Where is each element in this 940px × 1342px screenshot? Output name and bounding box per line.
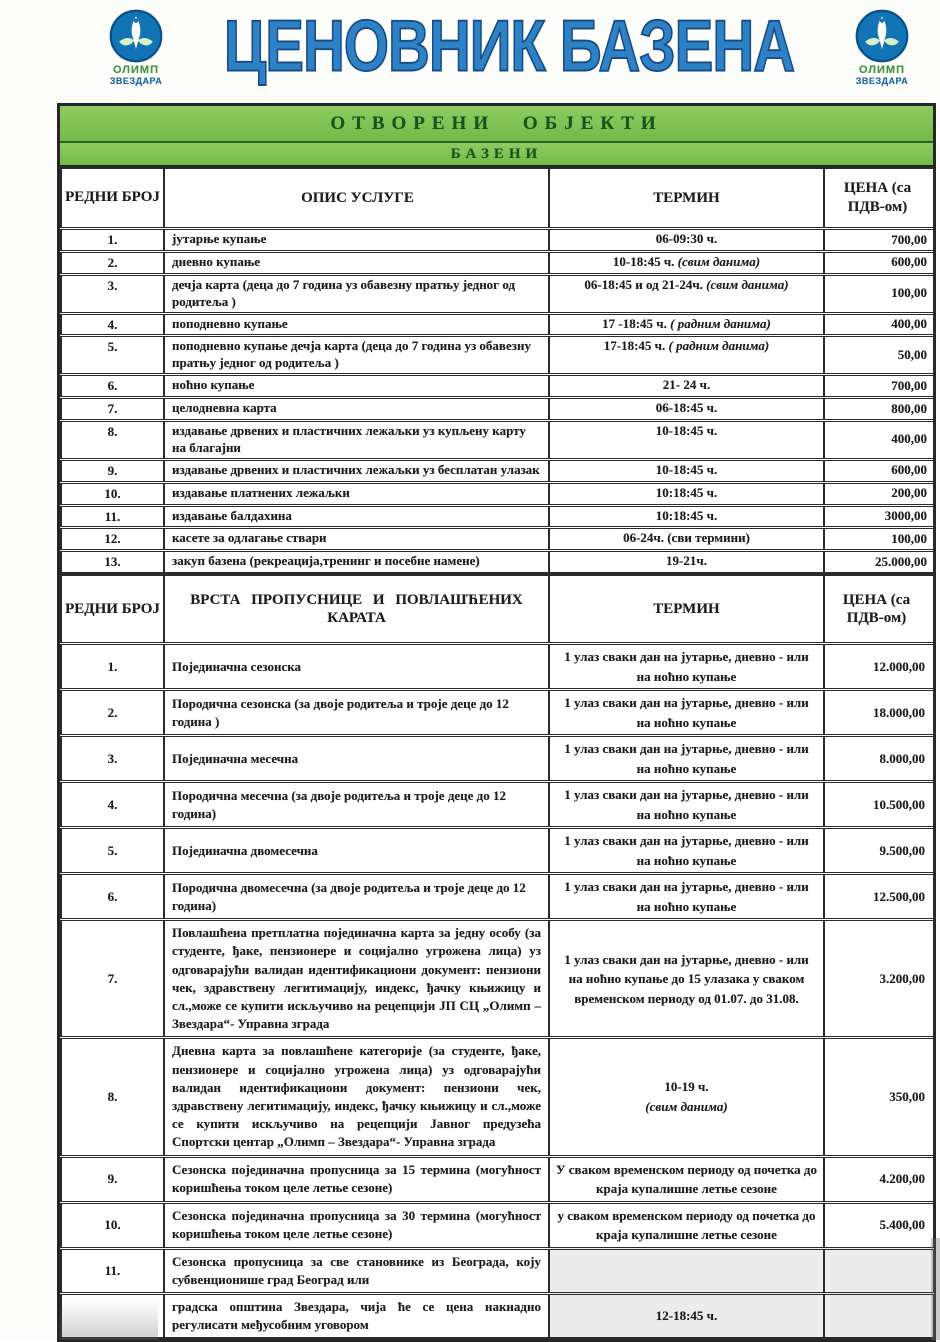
logo-text-zvezdara: ЗВЕЗДАРА <box>109 75 163 86</box>
row-description: ноћно купање <box>164 375 549 398</box>
row-termin: 1 улаз сваки дан на јутарње, дневно - или на ноћно купање <box>549 782 824 828</box>
row-number: 9. <box>61 1156 164 1202</box>
passes-table-body <box>61 644 934 1339</box>
row-termin: 10:18:45 ч. <box>549 505 824 528</box>
row-price <box>824 1248 934 1293</box>
row-number: 12. <box>61 528 164 551</box>
table-row <box>61 251 934 274</box>
row-price: 350,00 <box>824 1038 934 1156</box>
col-header-ordinal: РЕДНИ БРОЈ <box>61 575 164 644</box>
row-price: 200,00 <box>824 482 934 505</box>
row-number: 1. <box>61 229 164 252</box>
row-price: 400,00 <box>824 421 934 460</box>
row-price: 9.500,00 <box>824 828 934 874</box>
row-termin: 10:18:45 ч. <box>549 482 824 505</box>
row-number: 6. <box>61 874 164 920</box>
olimp-logo-left <box>88 8 184 86</box>
row-number: 8. <box>61 421 164 460</box>
row-description: поподневно купање дечја карта (деца до 7 година уз обавезну пратњу једног од родитеља ) <box>164 336 549 375</box>
row-termin: у сваком временском периоду од почетка до краја купалишне летње сезоне <box>549 1202 824 1248</box>
row-termin: 17 -18:45 ч. ( радним данима) <box>549 313 824 336</box>
row-number: 3. <box>61 736 164 782</box>
table-row <box>61 459 934 482</box>
header-row <box>61 575 934 644</box>
row-description: Породична сезонска (за двоје родитеља и троје деце до 12 година ) <box>164 690 549 736</box>
row-price: 100,00 <box>824 528 934 551</box>
table-row <box>61 782 934 828</box>
row-description: издавање дрвених и пластичних лежаљки уз купљену карту на благајни <box>164 421 549 460</box>
row-description: Сезонска пропусница за све становнике из Београда, коју субвенционише град Београд или <box>164 1248 549 1293</box>
row-description: Сезонска појединачна пропусница за 30 термина (могућност коришћења током целе летње сезоне) <box>164 1202 549 1248</box>
row-description: поподневно купање <box>164 313 549 336</box>
row-description: Породична месечна (за двоје родитеља и троје деце до 12 година) <box>164 782 549 828</box>
row-number: 5. <box>61 336 164 375</box>
row-termin: 1 улаз сваки дан на јутарње, дневно - или на ноћно купање <box>549 644 824 690</box>
termin-note: (свим данима) <box>645 1098 728 1114</box>
termin-note: (свим данима) <box>674 253 761 269</box>
services-price-table <box>60 167 935 574</box>
col-header-description: ОПИС УСЛУГЕ <box>164 168 549 229</box>
olimp-logo-right <box>834 8 930 86</box>
row-description: дечја карта (деца до 7 година уз обавезну пратњу једног од родитеља ) <box>164 274 549 313</box>
row-termin: 12-18:45 ч. <box>549 1293 824 1338</box>
col-header-termin: ТЕРМИН <box>549 575 824 644</box>
row-description: Сезонска појединачна пропусница за 15 термина (могућност коришћења током целе летње сезоне) <box>164 1156 549 1202</box>
row-termin: У сваком временском периоду од почетка до краја купалишне летње сезоне <box>549 1156 824 1202</box>
row-termin: 21- 24 ч. <box>549 375 824 398</box>
services-table-body <box>61 229 934 574</box>
passes-price-table <box>60 574 935 1339</box>
table-row <box>61 828 934 874</box>
row-termin: 06-09:30 ч. <box>549 229 824 252</box>
row-price: 10.500,00 <box>824 782 934 828</box>
table-row <box>61 736 934 782</box>
table-row <box>61 644 934 690</box>
table-row <box>61 229 934 252</box>
row-price: 400,00 <box>824 313 934 336</box>
row-termin: 10-18:45 ч. <box>549 459 824 482</box>
row-termin: 1 улаз сваки дан на јутарње, дневно - или на ноћно купање до 15 улазака у сваком временском периоду од 01.07. до 31.08. <box>549 920 824 1038</box>
logo-text-olimp: ОЛИМП <box>859 64 905 76</box>
row-termin: 17-18:45 ч. ( радним данима) <box>549 336 824 375</box>
row-price: 12.000,00 <box>824 644 934 690</box>
passes-table-header <box>61 575 934 644</box>
row-price: 25.000,00 <box>824 551 934 573</box>
row-price: 3.200,00 <box>824 920 934 1038</box>
logo-text-olimp: ОЛИМП <box>113 64 159 76</box>
row-termin: 1 улаз сваки дан на јутарње, дневно - или на ноћно купање <box>549 874 824 920</box>
row-description: издавање дрвених и пластичних лежаљки уз бесплатан улазак <box>164 459 549 482</box>
row-description: целодневна карта <box>164 398 549 421</box>
table-row <box>61 1038 934 1156</box>
row-number: 2. <box>61 251 164 274</box>
termin-note: ( радним данима) <box>666 315 771 331</box>
row-description: касете за одлагање ствари <box>164 528 549 551</box>
row-number: 2. <box>61 690 164 736</box>
row-number: 9. <box>61 459 164 482</box>
col-header-ordinal: РЕДНИ БРОЈ <box>61 168 164 229</box>
row-price: 50,00 <box>824 336 934 375</box>
row-description: дневно купање <box>164 251 549 274</box>
row-price: 800,00 <box>824 398 934 421</box>
row-price: 100,00 <box>824 274 934 313</box>
row-price: 8.000,00 <box>824 736 934 782</box>
row-price: 18.000,00 <box>824 690 934 736</box>
services-table-header <box>61 168 934 229</box>
olimp-zvezdara-logo-icon <box>854 8 910 64</box>
row-number: 11. <box>61 505 164 528</box>
row-number: 6. <box>61 375 164 398</box>
row-number: 7. <box>61 398 164 421</box>
row-termin: 10-18:45 ч. (свим данима) <box>549 251 824 274</box>
table-row <box>61 274 934 313</box>
row-termin: 10-19 ч. (свим данима) <box>549 1038 824 1156</box>
section-bar-pools: БАЗЕНИ <box>60 143 933 167</box>
table-row <box>61 482 934 505</box>
table-row <box>61 551 934 573</box>
row-description: градска општина Звездара, чија ће се цена накнадно регулисати међусобним уговором <box>164 1293 549 1338</box>
row-termin: 10-18:45 ч. <box>549 421 824 460</box>
table-row <box>61 874 934 920</box>
page-title: ЦЕНОВНИК БАЗЕНА <box>223 5 795 87</box>
header-row <box>61 168 934 229</box>
col-header-price: ЦЕНА (са ПДВ-ом) <box>824 575 934 644</box>
row-price: 3000,00 <box>824 505 934 528</box>
logo-text-zvezdara: ЗВЕЗДАРА <box>855 75 909 86</box>
row-termin: 06-18:45 и од 21-24ч. (свим данима) <box>549 274 824 313</box>
table-row <box>61 336 934 375</box>
row-description: издавање платнених лежаљки <box>164 482 549 505</box>
table-row <box>61 1156 934 1202</box>
row-price: 700,00 <box>824 229 934 252</box>
row-description: Појединачна сезонска <box>164 644 549 690</box>
row-description: закуп базена (рекреација,тренинг и посебне намене) <box>164 551 549 573</box>
row-termin: 06-24ч. (сви термини) <box>549 528 824 551</box>
row-price <box>824 1293 934 1338</box>
row-termin: 1 улаз сваки дан на јутарње, дневно - или на ноћно купање <box>549 736 824 782</box>
row-price: 5.400,00 <box>824 1202 934 1248</box>
table-row <box>61 528 934 551</box>
row-number: 5. <box>61 828 164 874</box>
row-number: 4. <box>61 313 164 336</box>
table-row <box>61 690 934 736</box>
row-number: 7. <box>61 920 164 1038</box>
row-number: 8. <box>61 1038 164 1156</box>
row-number: 1. <box>61 644 164 690</box>
table-row <box>61 375 934 398</box>
row-number: 11. <box>61 1248 164 1293</box>
row-termin: 06-18:45 ч. <box>549 398 824 421</box>
table-row <box>61 313 934 336</box>
row-description: јутарње купање <box>164 229 549 252</box>
row-termin: 1 улаз сваки дан на јутарње, дневно - или на ноћно купање <box>549 690 824 736</box>
row-number: 10. <box>61 1202 164 1248</box>
row-description: Појединачна месечна <box>164 736 549 782</box>
table-row <box>61 1248 934 1293</box>
termin-note: (свим данима) <box>702 276 789 292</box>
row-description: Дневна карта за повлашћене категорије (за студенте, ђаке, пензионере и социјално угрожена лица) уз одговарајући валидан идентификациони документ: пензиони чек, здравствену легитимацију, индекс, ђачку књижицу и сл.,може се купити искључиво на рецепцији Јавног предузећа Спортски центар „Олимп – Звездара“- Управна зграда <box>164 1038 549 1156</box>
price-table-container <box>57 103 936 1342</box>
table-row <box>61 398 934 421</box>
col-header-price: ЦЕНА (са ПДВ-ом) <box>824 168 934 229</box>
row-number: 3. <box>61 274 164 313</box>
olimp-zvezdara-logo-icon <box>108 8 164 64</box>
table-row <box>61 421 934 460</box>
row-number <box>61 1293 164 1338</box>
row-number: 13. <box>61 551 164 573</box>
col-header-pass-type: ВРСТА ПРОПУСНИЦЕ И ПОВЛАШЋЕНИХ КАРАТА <box>164 575 549 644</box>
row-price: 600,00 <box>824 251 934 274</box>
row-termin: 1 улаз сваки дан на јутарње, дневно - или на ноћно купање <box>549 828 824 874</box>
row-price: 700,00 <box>824 375 934 398</box>
page-header <box>0 0 940 102</box>
table-row <box>61 920 934 1038</box>
termin-note: ( радним данима) <box>665 338 770 354</box>
col-header-termin: ТЕРМИН <box>549 168 824 229</box>
row-description: издавање балдахина <box>164 505 549 528</box>
row-description: Повлашћена претплатна појединачна карта за једну особу (за студенте, ђаке, пензионере и социјално угрожена лица) уз одговарајући валидан идентификациони документ: пензиони чек, здравствену легитимацију, индекс, ђачку књижицу и сл.,може се купити искључиво на рецепцији ЈП СЦ „Олимп – Звездара“- Управна зграда <box>164 920 549 1038</box>
section-bar-open-objects: ОТВОРЕНИ ОБЈЕКТИ <box>60 106 933 143</box>
row-termin <box>549 1248 824 1293</box>
row-price: 12.500,00 <box>824 874 934 920</box>
row-number: 10. <box>61 482 164 505</box>
row-description: Породична двомесечна (за двоје родитеља и троје деце до 12 година) <box>164 874 549 920</box>
table-row <box>61 1202 934 1248</box>
table-row <box>61 1293 934 1338</box>
table-row <box>61 505 934 528</box>
row-number: 4. <box>61 782 164 828</box>
row-termin: 19-21ч. <box>549 551 824 573</box>
row-price: 4.200,00 <box>824 1156 934 1202</box>
row-description: Појединачна двомесечна <box>164 828 549 874</box>
row-price: 600,00 <box>824 459 934 482</box>
